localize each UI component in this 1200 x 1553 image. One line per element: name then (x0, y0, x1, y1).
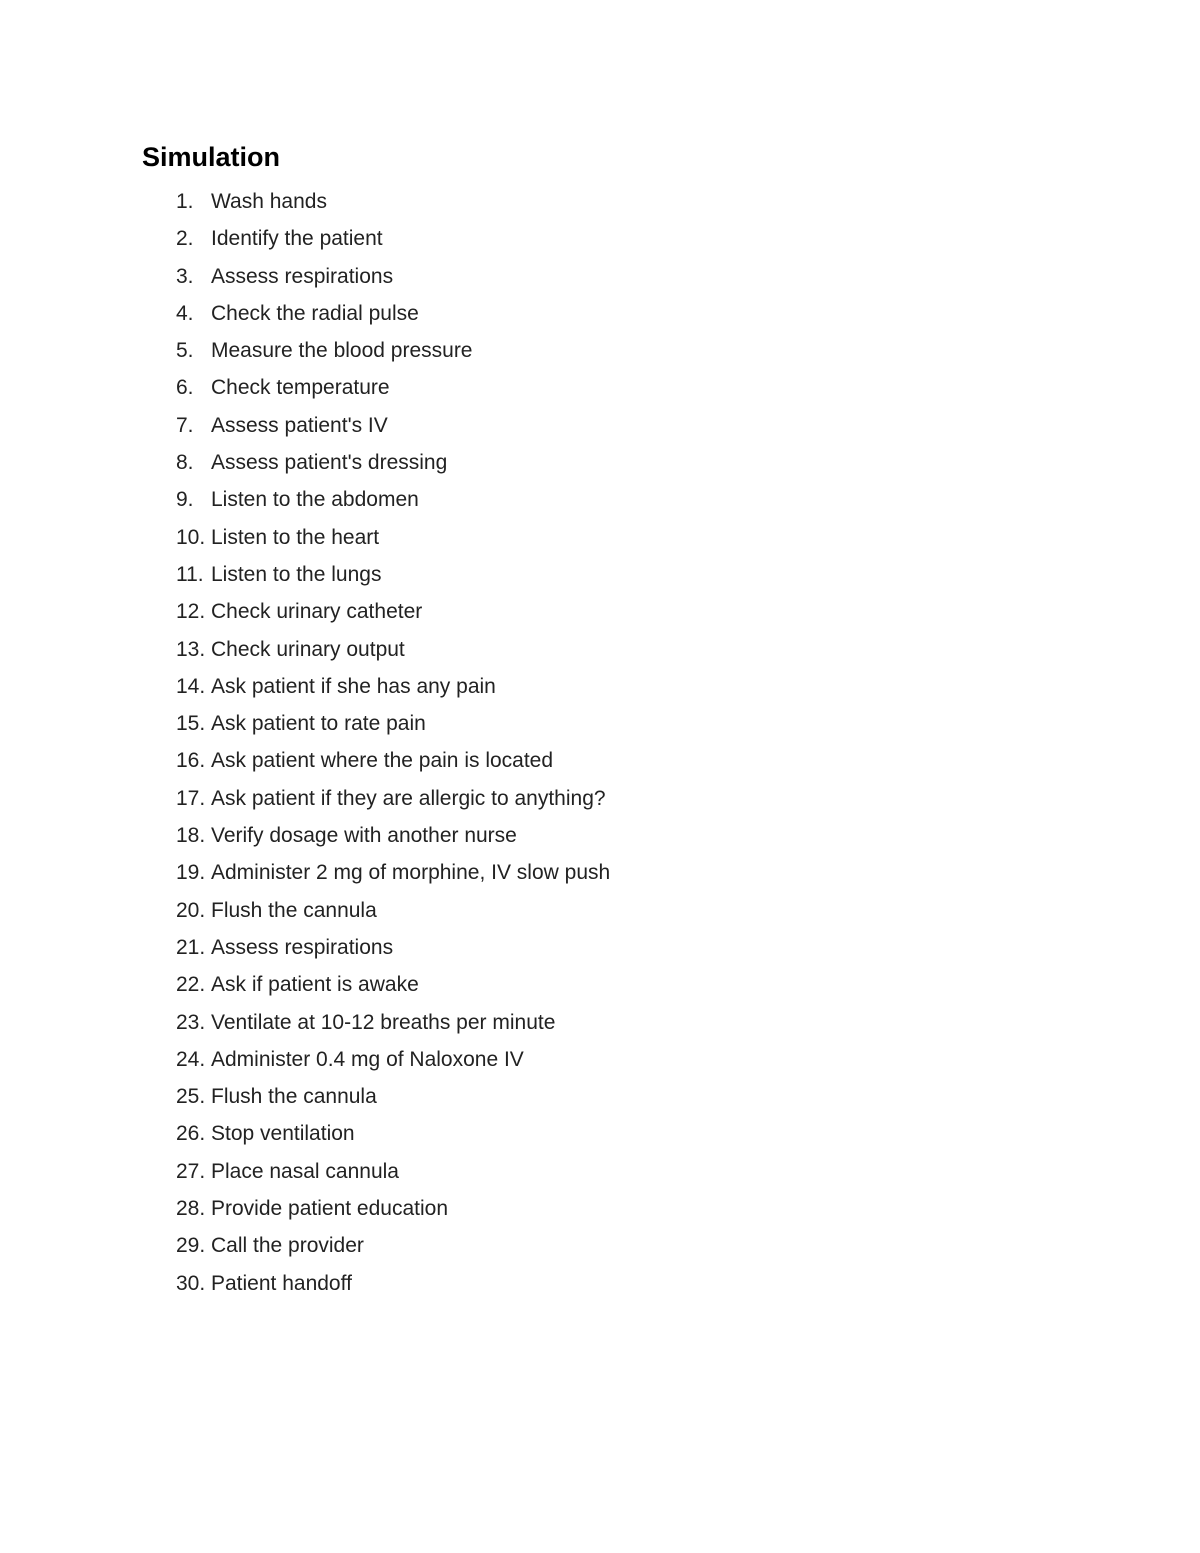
list-item-text: Check urinary output (211, 637, 405, 661)
document-title: Simulation (142, 142, 281, 172)
list-item-number: 21. (176, 935, 206, 959)
list-item-text: Call the provider (211, 1234, 364, 1258)
list-item-number: 29. (176, 1234, 206, 1258)
list-item-number: 4. (176, 301, 194, 325)
list-item-text: Listen to the heart (211, 525, 380, 549)
list-item-text: Ask if patient is awake (211, 973, 419, 997)
list-item-number: 25. (176, 1085, 206, 1109)
list-item-text: Measure the blood pressure (211, 339, 473, 363)
list-item-text: Assess respirations (211, 264, 394, 288)
list-item-text: Ask patient where the pain is located (211, 749, 554, 773)
list-item-number: 10. (176, 525, 206, 549)
list-item-number: 16. (176, 749, 206, 773)
list-item-text: Listen to the abdomen (211, 488, 419, 512)
list-item-number: 20. (176, 898, 206, 922)
list-item-text: Ventilate at 10-12 breaths per minute (211, 1010, 556, 1034)
list-item-text: Administer 0.4 mg of Naloxone IV (211, 1047, 524, 1071)
list-item-number: 7. (176, 413, 194, 437)
list-item-number: 12. (176, 600, 206, 624)
list-item-number: 22. (176, 973, 206, 997)
list-item-number: 24. (176, 1047, 206, 1071)
list-item-number: 1. (176, 190, 194, 213)
list-item-text: Check temperature (211, 376, 390, 400)
list-item-text: Verify dosage with another nurse (211, 824, 517, 848)
list-item-text: Place nasal cannula (211, 1159, 399, 1183)
list-item-number: 23. (176, 1010, 206, 1034)
list-item-text: Administer 2 mg of morphine, IV slow push (211, 861, 611, 885)
list-item-number: 17. (176, 786, 206, 810)
list-item-number: 27. (176, 1159, 206, 1183)
list-item-number: 30. (176, 1271, 206, 1295)
list-item-text: Ask patient if they are allergic to anything? (211, 786, 606, 810)
list-item-text: Check the radial pulse (211, 301, 419, 325)
list-item-text: Provide patient education (211, 1197, 448, 1221)
list-item-text: Listen to the lungs (211, 562, 382, 586)
list-item-text: Identify the patient (211, 227, 383, 251)
list-item-number: 9. (176, 488, 194, 512)
list-item-text: Check urinary catheter (211, 600, 423, 624)
list-item-number: 3. (176, 264, 194, 288)
list-item-text: Ask patient if she has any pain (211, 674, 496, 698)
list-item-text: Flush the cannula (211, 1085, 377, 1109)
list-item-text: Patient handoff (211, 1271, 352, 1295)
list-item-number: 5. (176, 339, 194, 363)
list-item-number: 28. (176, 1197, 206, 1221)
list-item-number: 15. (176, 712, 206, 736)
list-item-number: 13. (176, 637, 206, 661)
list-item-text: Assess respirations (211, 935, 394, 959)
list-item-text: Assess patient's dressing (211, 451, 448, 475)
list-item-text: Assess patient's IV (211, 413, 388, 437)
list-item-number: 19. (176, 861, 206, 885)
list-item-text: Stop ventilation (211, 1122, 355, 1146)
list-item-number: 11. (176, 562, 204, 586)
list-item-number: 2. (176, 227, 194, 251)
list-item-number: 26. (176, 1122, 206, 1146)
list-item-number: 14. (176, 674, 206, 698)
list-item-number: 6. (176, 376, 194, 400)
list-item-number: 8. (176, 451, 194, 475)
list-item-text: Ask patient to rate pain (211, 712, 426, 736)
list-item-text: Wash hands (211, 190, 327, 213)
list-item-number: 18. (176, 824, 206, 848)
list-item-text: Flush the cannula (211, 898, 377, 922)
